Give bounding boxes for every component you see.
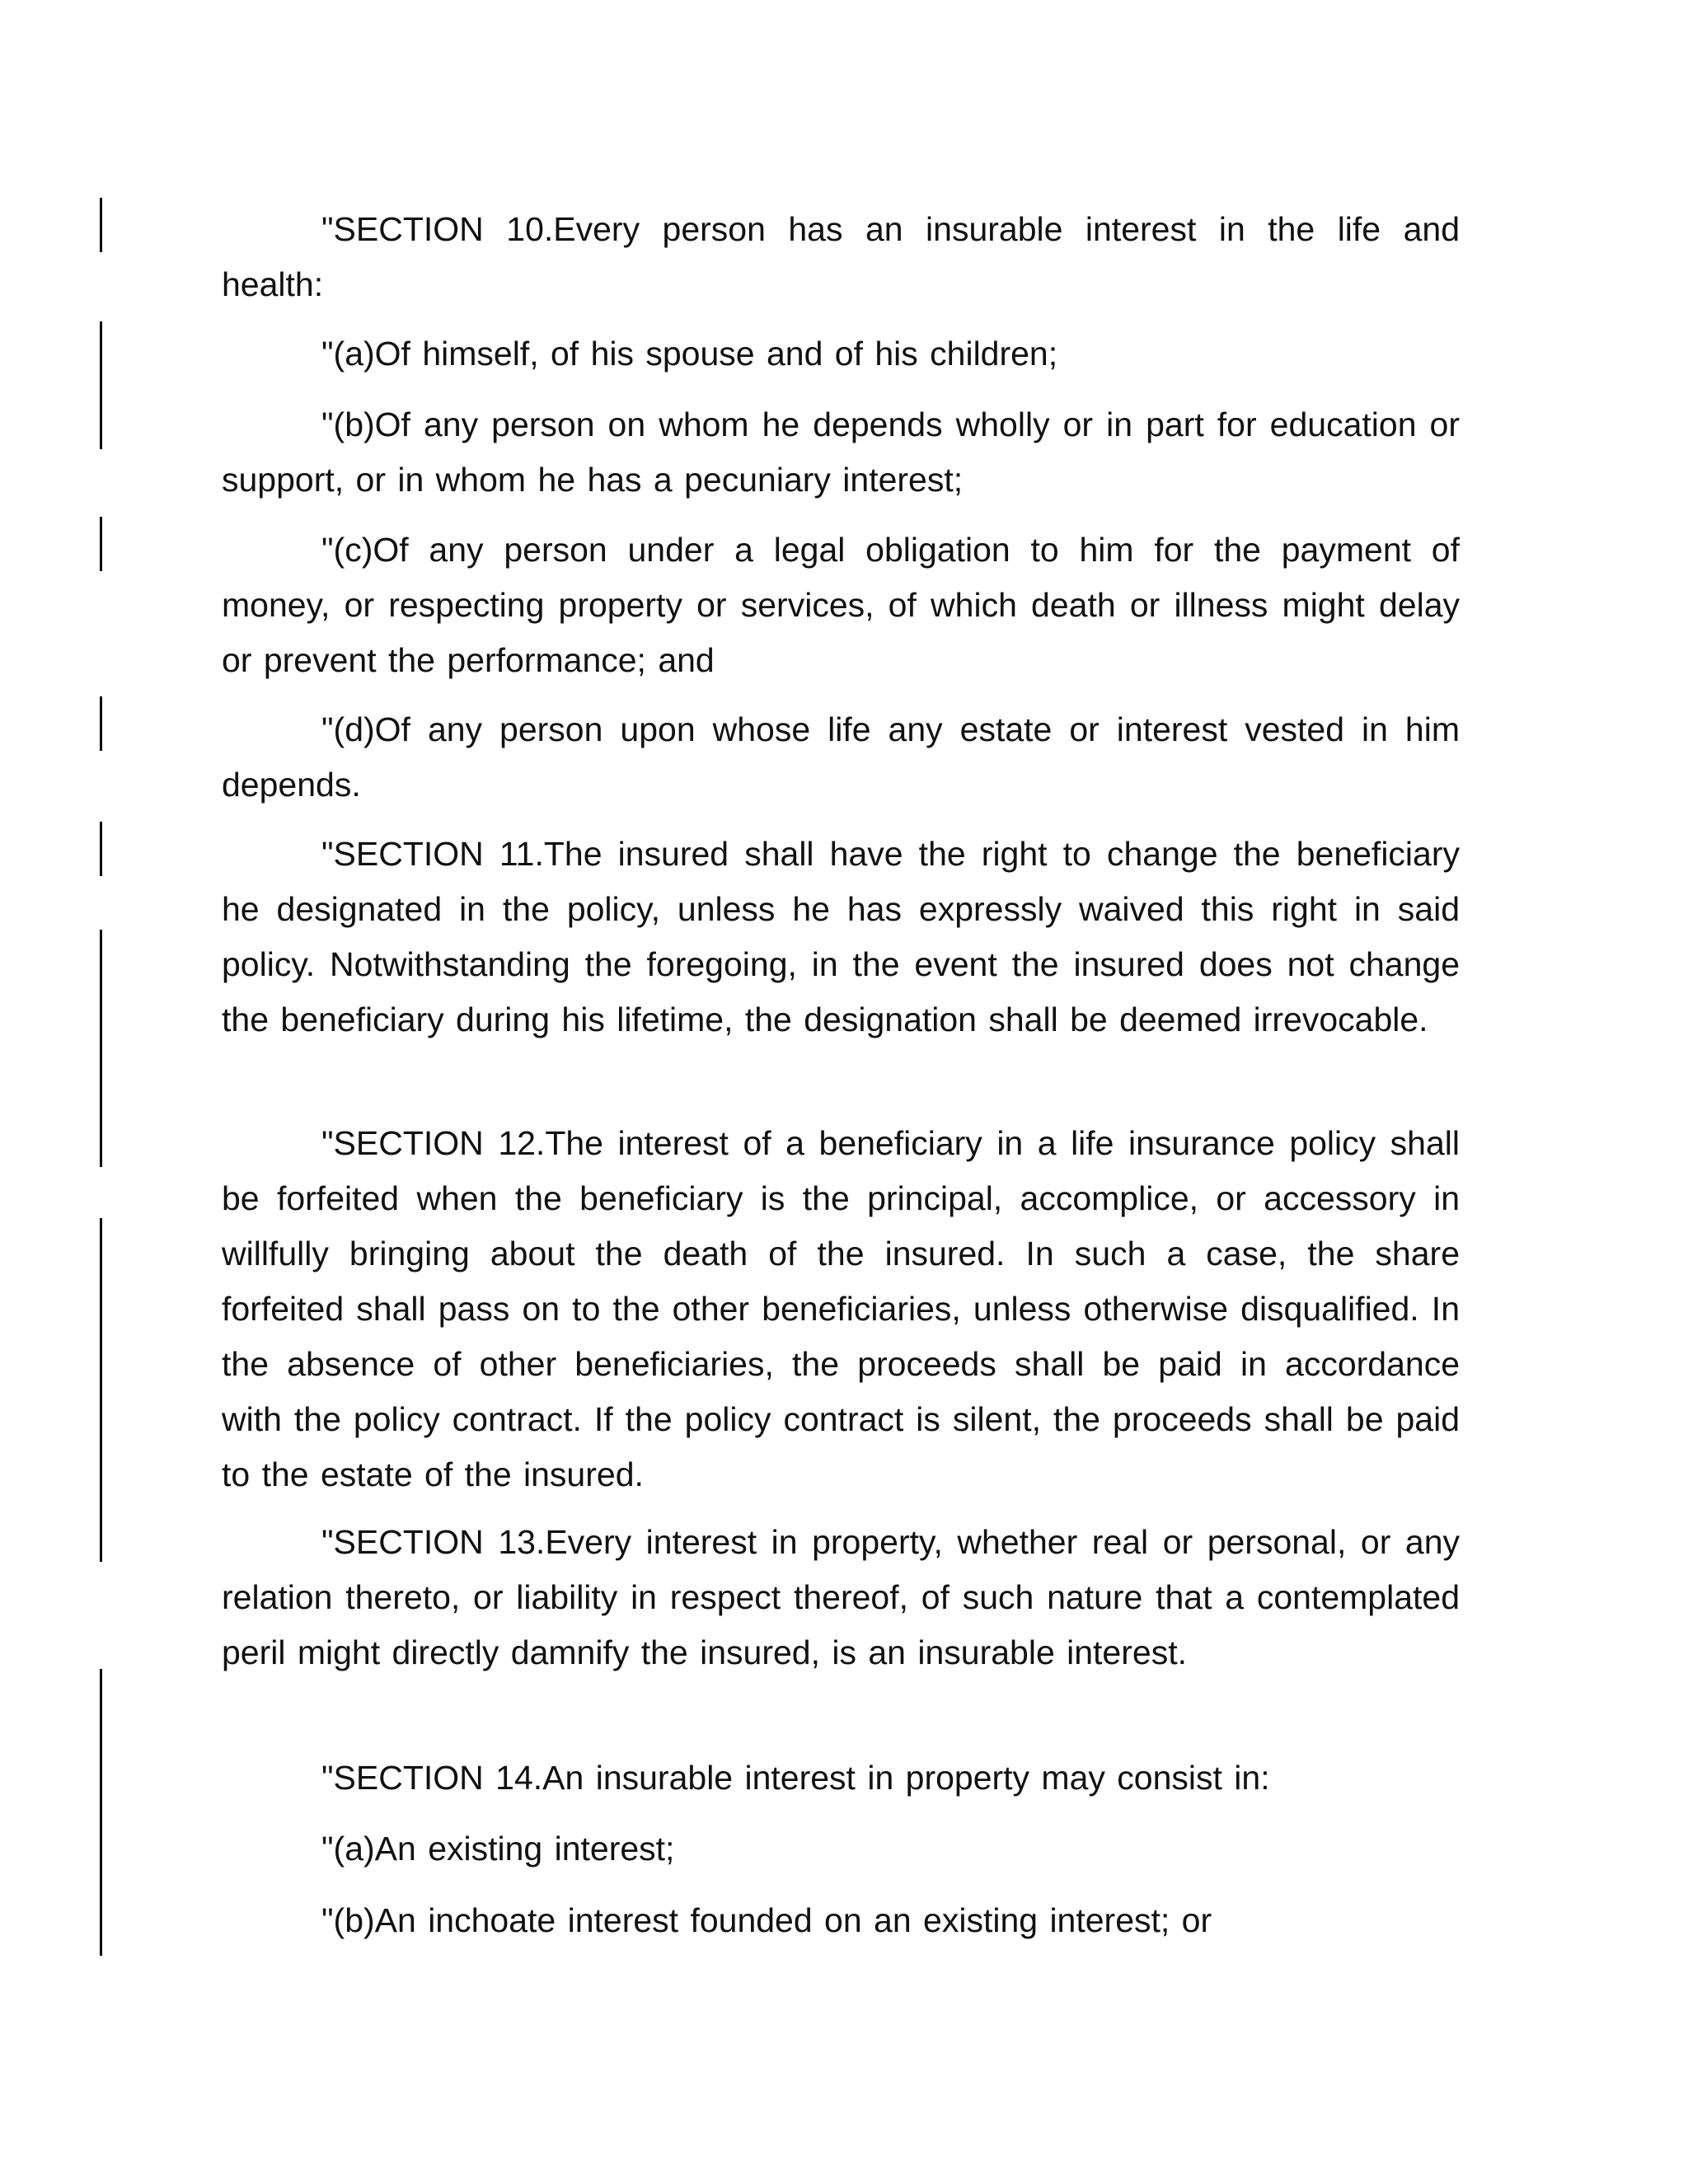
section-10-paragraph: "SECTION 10.Every person has an insurable interest in the life and health: <box>222 210 1460 303</box>
change-bar <box>100 1218 102 1562</box>
section-14-item-a: "(a)An existing interest; <box>321 1830 675 1868</box>
change-bar <box>100 517 102 571</box>
section-10-item-d: "(d)Of any person upon whose life any estate or interest vested in him depends. <box>222 710 1460 804</box>
section-12-paragraph: "SECTION 12.The interest of a beneficiary in a life insurance policy shall be forfeited when the beneficiary is the principal, accomplice, or accessory in willfully bringing about the death of the insured. In such a case, the share forfeited shall pass on to the other beneficiaries, unless otherwise disqualified. In the absence of other beneficiaries, the proceeds shall be paid in accordance with the policy contract. If the policy contract is silent, the proceeds shall be paid to the estate of the insured. <box>222 1124 1460 1493</box>
section-10-item-a: "(a)Of himself, of his spouse and of his children; <box>321 335 1058 373</box>
change-bar <box>100 1669 102 1956</box>
section-10-item-c: "(c)Of any person under a legal obligation to him for the payment of money, or respecting property or services, of which death or illness might delay or prevent the performance; and <box>222 531 1460 679</box>
section-10-item-b: "(b)Of any person on whom he depends wholly or in part for education or support, or in whom he has a pecuniary interest; <box>222 405 1460 499</box>
section-13-paragraph: "SECTION 13.Every interest in property, whether real or personal, or any relation thereto, or liability in respect thereof, of such nature that a contemplated peril might directly damnify the insured, is an insurable interest. <box>222 1523 1460 1671</box>
change-bar <box>100 930 102 1167</box>
change-bar <box>100 822 102 876</box>
change-bar <box>100 198 102 252</box>
section-11-paragraph: "SECTION 11.The insured shall have the right to change the beneficiary he designated in the policy, unless he has expressly waived this right in said policy. Notwithstanding the foregoing, in the event the insured does not change the beneficiary during his lifetime, the designation shall be deemed irrevocable. <box>222 835 1460 1038</box>
section-14-item-b: "(b)An inchoate interest founded on an existing interest; or <box>321 1901 1212 1939</box>
change-bar <box>100 696 102 751</box>
change-bar <box>100 321 102 449</box>
section-14-paragraph: "SECTION 14.An insurable interest in property may consist in: <box>321 1759 1270 1797</box>
